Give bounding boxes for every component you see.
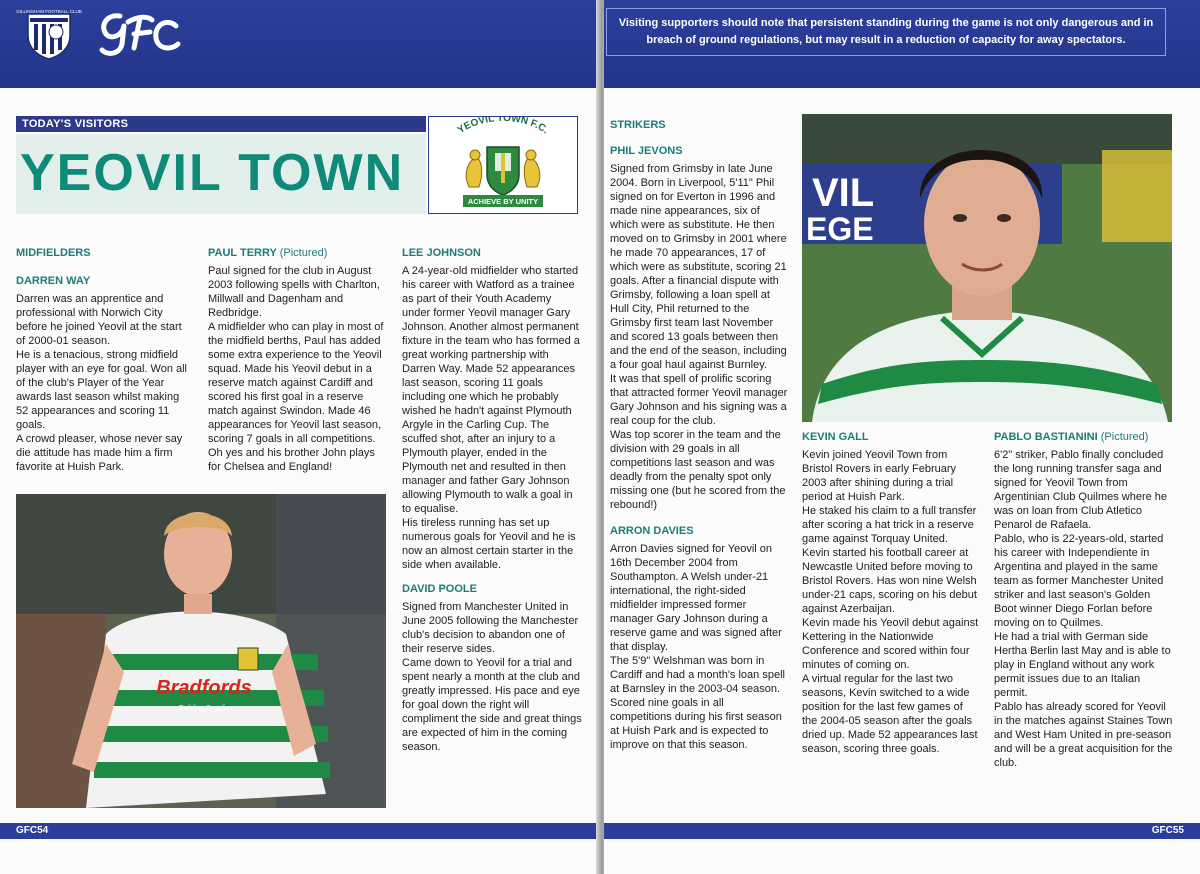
phil-jevons-para-2: It was that spell of prolific scoring that attracted former Yeovil manager Gary Johnson and his signing was a real coup for the club. — [610, 373, 788, 427]
notice-banner: Visiting supporters should note that persistent standing during the game is not only dangerous and in breach of ground regulations, but may result in a reduction of capacity for away spectators. — [606, 8, 1166, 56]
kevin-gall-heading: KEVIN GALL — [802, 431, 869, 443]
darren-way-para-2: He is a tenacious, strong midfield player with an eye for goal. Won all of the club's Player of the Year awards last season whilst making 52 appearances and scoring 11 goals. — [16, 349, 187, 431]
midfielders-heading: MIDFIELDERS — [16, 247, 91, 259]
board-text-1: VIL — [812, 171, 875, 215]
paul-terry-heading — [208, 246, 388, 260]
pablo-bastianini-pictured: (Pictured) — [1100, 431, 1149, 443]
lee-johnson-para-1: A 24-year-old midfielder who started his career with Watford as a trainee as part of their Youth Academy under former Yeovil manager Gary Johnson. Another almost permanent fixture in the team who has formed a great working partnership with Darren Way. Made 52 appearances last season, scoring 11 goals including one which he probably wished he hadn't against Plymouth Argyle in the Carling Cup. The scuffed shot, after an injury to a Plymouth player, ended in the Plymouth net and resulted in then manager and father Gary Johnson allowing Plymouth to walk a goal in to equalise. — [402, 265, 580, 515]
column-pablo-bastianini — [994, 430, 1174, 770]
pablo-bastianini-para-3: He had a trial with German side Hertha Berlin last May and is able to play in England without any work permit issues due to an Italian permit. — [994, 631, 1171, 699]
paul-terry-pictured: (Pictured) — [279, 247, 328, 259]
darren-way-para-3: A crowd pleaser, whose never say die attitude has made him a firm favorite at Huish Park. — [16, 433, 183, 473]
pablo-bastianini-photo — [802, 114, 1172, 422]
paul-terry-para-2: A midfielder who can play in most of the midfield berths, Paul has added some extra experience to the Yeovil squad. Made his Yeovil debut in a reserve match against Cardiff and scored his first goal in a reserve match against Swindon. Made 46 appearances for Yeovil last season, scoring 7 goals in all competitions. Oh yes and his brother John plays for Chelsea and England! — [208, 321, 384, 473]
badge-motto: ACHIEVE BY UNITY — [467, 197, 539, 206]
kevin-gall-para-2: He staked his claim to a full transfer after scoring a hat trick in a reserve game against Torquay United. — [802, 505, 977, 545]
shirt-sponsor: Bradfords — [156, 677, 252, 699]
phil-jevons-para-1: Signed from Grimsby in late June 2004. Born in Liverpool, 5'11" Phil signed on for Everton in 1996 and made nine appearances, six of which were as substitute. He then moved on to Grimsby in 2001 where he made 70 appearances, 17 of which were as substitute, scoring 21 goals. After a financial dispute with Grimsby, following a loan spell at Hull City, Phil returned to the Grimsby first team last November and scored 13 goals between then and the end of the season, including a four goal haul against Burnley. — [610, 163, 787, 371]
pablo-bastianini-para-1: 6'2" striker, Pablo finally concluded the long running transfer saga and signed for Yeovil Town from Argentinian Club Quilmes where he was on loan from Club Atletico Penarol de Rafaela. — [994, 449, 1168, 531]
pablo-bastianini-para-2: Pablo, who is 22-years-old, started his career with Independiente in Argentina and played in the same team as former Manchester United striker and last season's Golden Boot winner Diego Forlan before moving on to Quilmes. — [994, 533, 1164, 629]
phil-jevons-heading: PHIL JEVONS — [610, 145, 683, 157]
paul-terry-para-1: Paul signed for the club in August 2003 following spells with Charlton, Millwall and Dagenham and Redbridge. — [208, 265, 380, 319]
header-band-right — [604, 0, 1200, 88]
page-number-right: GFC55 — [1151, 825, 1184, 836]
darren-way-heading: DARREN WAY — [16, 275, 91, 287]
footer-band — [0, 823, 600, 839]
arron-davies-para-2: The 5'9" Welshman was born in Cardiff and had a month's loan spell at Barnsley in the 2003-04 season. Scored nine goals in all competitions during his first season at Huish Park and is expected to improve on that this season. — [610, 655, 785, 751]
pablo-bastianini-name: PABLO BASTIANINI — [994, 431, 1098, 443]
phil-jevons-para-3: Was top scorer in the team and the division with 29 goals in all competitions last season and was deadly from the penalty spot only missing one (but he scored from the rebound!) — [610, 429, 786, 511]
gillingham-crest-icon — [16, 6, 82, 60]
header-band — [0, 0, 600, 88]
column-paul-terry — [208, 246, 388, 474]
david-poole-para-1: Signed from Manchester United in June 2005 following the Manchester club's decision to abandon one of their reserve sides. — [402, 601, 579, 655]
player-portrait-image — [802, 114, 1172, 422]
shirt-sponsor-sub: Building Supplies — [179, 705, 233, 712]
page-title: YEOVIL TOWN — [20, 144, 405, 202]
lee-johnson-para-2: His tireless running has set up numerous goals for Yeovil and he is now an almost certain starter in the side when available. — [402, 517, 576, 571]
strikers-heading: STRIKERS — [610, 119, 666, 131]
page-number-left: GFC54 — [16, 825, 49, 836]
column-darren-way — [16, 246, 192, 474]
arron-davies-heading: ARRON DAVIES — [610, 525, 694, 537]
david-poole-heading: DAVID POOLE — [402, 583, 477, 595]
svg-text:YEOVIL TOWN F.C. — [456, 117, 551, 136]
darren-way-para-1: Darren was an apprentice and professional with Norwich City before he joined Yeovil at the start of 2000-01 season. — [16, 293, 182, 347]
column-kevin-gall — [802, 430, 980, 756]
board-text-2: EGE — [806, 211, 874, 247]
paul-terry-photo — [16, 494, 386, 808]
paul-terry-name: PAUL TERRY — [208, 247, 277, 259]
column-lee-johnson — [402, 246, 582, 754]
pablo-bastianini-para-4: Pablo has already scored for Yeovil in the matches against Staines Town and West Ham United in pre-season and will be a great acquisition for the club. — [994, 701, 1173, 769]
yeovil-badge-icon — [429, 117, 577, 213]
david-poole-para-2: Came down to Yeovil for a trial and spent nearly a month at the club and greatly impressed. His pace and eye for goal down the right will compliment the side and great things are expected of him in the coming season. — [402, 657, 582, 753]
arron-davies-para-1: Arron Davies signed for Yeovil on 16th December 2004 from Southampton. A Welsh under-21 international, the right-sided midfielder impressed former manager Gary Johnson during a reserve game and was signed after that display. — [610, 543, 782, 653]
crest-text: GILLINGHAM FOOTBALL CLUB — [16, 9, 82, 14]
right-page — [604, 0, 1200, 874]
club-badge — [428, 116, 578, 214]
kevin-gall-para-1: Kevin joined Yeovil Town from Bristol Rovers in early February 2003 after shining during a trial period at Huish Park. — [802, 449, 957, 503]
kevin-gall-para-4: Kevin made his Yeovil debut against Kettering in the Nationwide Conference and scored within four minutes of coming on. — [802, 617, 979, 671]
gfc-monogram-icon — [94, 8, 182, 58]
pablo-bastianini-heading — [994, 430, 1174, 444]
section-label: TODAY'S VISITORS — [16, 116, 426, 132]
lee-johnson-heading: LEE JOHNSON — [402, 247, 481, 259]
column-strikers — [610, 118, 788, 752]
kevin-gall-para-3: Kevin started his football career at Newcastle United before moving to Bristol Rovers. Has won nine Welsh under-21 caps, scoring on his debut against Azerbaijan. — [802, 547, 977, 615]
footer-band-right — [604, 823, 1200, 839]
player-photo-image — [16, 494, 386, 808]
kevin-gall-para-5: A virtual regular for the last two seasons, Kevin switched to a wide position for the last few games of the 2004-05 season after the goals dried up. Made 52 appearances last season, scoring three goals. — [802, 673, 978, 755]
badge-name: YEOVIL TOWN F.C. — [455, 117, 551, 137]
